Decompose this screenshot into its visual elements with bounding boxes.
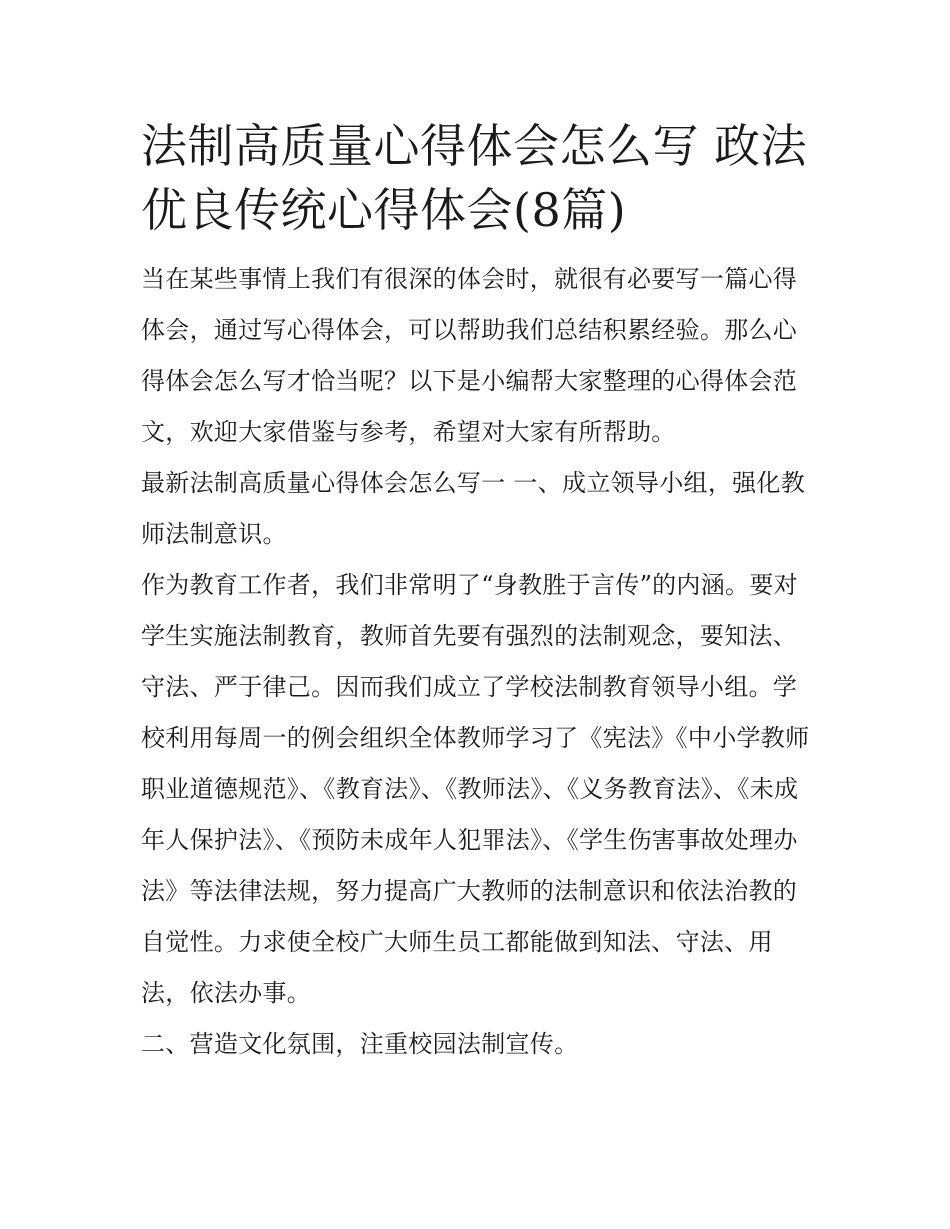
document-content: [141, 114, 813, 1070]
document-title: 法制高质量心得体会怎么写 政法优良传统心得体会(8篇): [141, 119, 808, 237]
paragraph-section-one-body: 作为教育工作者，我们非常明了“身教胜于言传”的内涵。要对学生实施法制教育，教师首先要有强烈的法制观念，要知法、守法、严于律己。因而我们成立了学校法制教育领导小组。学校利用每周一的例会组织全体教师学习了《宪法》《中小学教师职业道德规范》、《教育法》、《教师法》、《义务教育法》、《未成年人保护法》、《预防未成年人犯罪法》、《学生伤害事故处理办法》等法律法规，努力提高广大教师的法制意识和依法治教的自觉性。力求使全校广大师生员工都能做到知法、守法、用法，依法办事。: [141, 571, 810, 1007]
paragraph-section-two-heading: 二、营造文化氛围，注重校园法制宣传。: [141, 1030, 579, 1058]
paragraph-intro: 当在某些事情上我们有很深的体会时，就很有必要写一篇心得体会，通过写心得体会，可以帮助我们总结积累经验。那么心得体会怎么写才恰当呢？以下是小编帮大家整理的心得体会范文，欢迎大家借鉴与参考，希望对大家有所帮助。: [141, 265, 798, 446]
paragraph-section-one-heading: 最新法制高质量心得体会怎么写一 一、成立领导小组，强化教师法制意识。: [141, 469, 806, 548]
